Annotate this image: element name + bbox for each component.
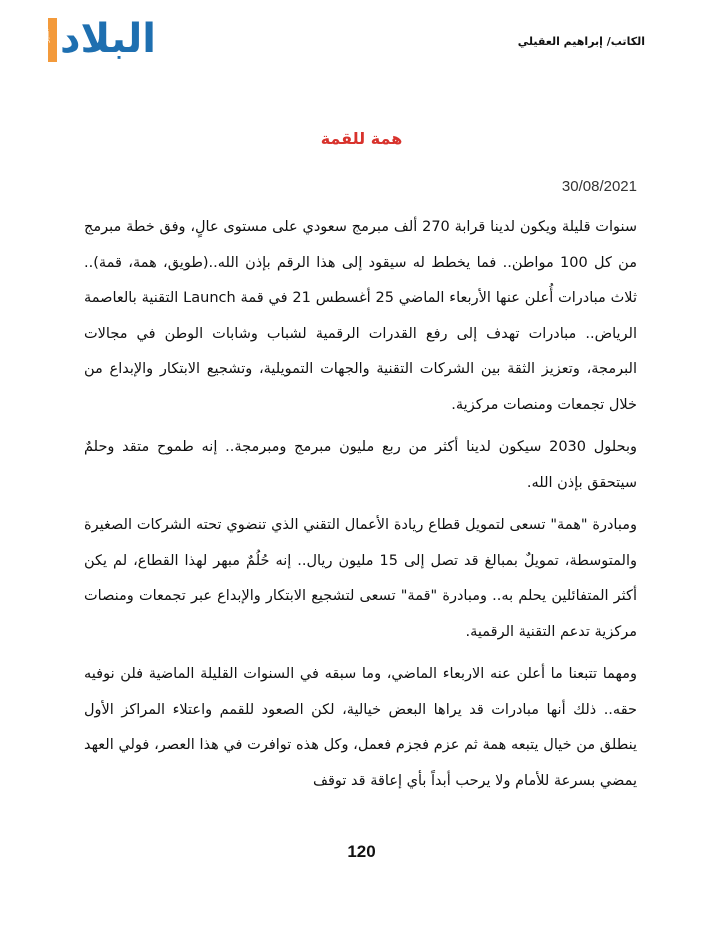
- paragraph-1: سنوات قليلة ويكون لدينا قرابة 270 ألف مبرمج سعودي على مستوى عالٍ، وفق خطة مبرمج من كل 100 مواطن.. فما يخطط له سيقود إلى هذا الرقم بإذن الله..(طويق، همة، قمة).. ثلاث مبادرات أُعلن عنها الأربعاء الماضي 25 أغسطس 21 في قمة Launch التقنية بالعاصمة الرياض.. مبادرات تهدف إلى رفع القدرات الرقمية لشباب وشابات الوطن في مجالات البرمجة، وتعزيز الثقة بين الشركات التقنية والجهات التمويلية، وتشجيع الابتكار والإبداع من خلال تجمعات ومنصات مركزية.: [84, 219, 637, 413]
- article-body: [84, 210, 637, 806]
- newspaper-logo: [43, 14, 156, 64]
- logo-tagline-bar: [43, 18, 57, 62]
- paragraph-2: وبحلول 2030 سيكون لدينا أكثر من ربع مليون مبرمج ومبرمجة.. إنه طموح متقد وحلمٌ سيتحقق بإذن الله.: [84, 439, 637, 491]
- author-name: الكاتب/ إبراهيم العقيلي: [517, 35, 645, 48]
- paragraph-3: ومبادرة "همة" تسعى لتمويل قطاع ريادة الأعمال التقني الذي تنضوي تحته الشركات الصغيرة والمتوسطة، تمويلٌ بمبالغ قد تصل إلى 15 مليون ريال.. إنه حُلُمٌ مبهر لهذا القطاع، لم يكن أكثر المتفائلين يحلم به.. ومبادرة "قمة" تسعى لتشجيع الابتكار والإبداع عبر تجمعات ومنصات مركزية تدعم التقنية الرقمية.: [84, 517, 637, 640]
- logo-tagline: التميز: [43, 28, 51, 43]
- page-number: 120: [347, 842, 376, 861]
- article-title: همة للقمة: [320, 129, 403, 148]
- article-date: 30/08/2021: [561, 178, 637, 195]
- paragraph-4: ومهما تتبعنا ما أعلن عنه الاربعاء الماضي، وما سبقه في السنوات القليلة الماضية فلن نوفيه حقه.. ذلك أنها مبادرات قد يراها البعض خيالية، لكن الصعود للقمم واعتلاء المراكز الأول ينطلق من خيال يتبعه همة ثم عزم فجزم فعمل، وكل هذه توافرت في هذا العصر، فولي العهد يمضي بسرعة للأمام ولا يرحب أبداً بأي إعاقة قد توقف: [84, 666, 637, 789]
- logo-text: البلاد: [60, 16, 156, 62]
